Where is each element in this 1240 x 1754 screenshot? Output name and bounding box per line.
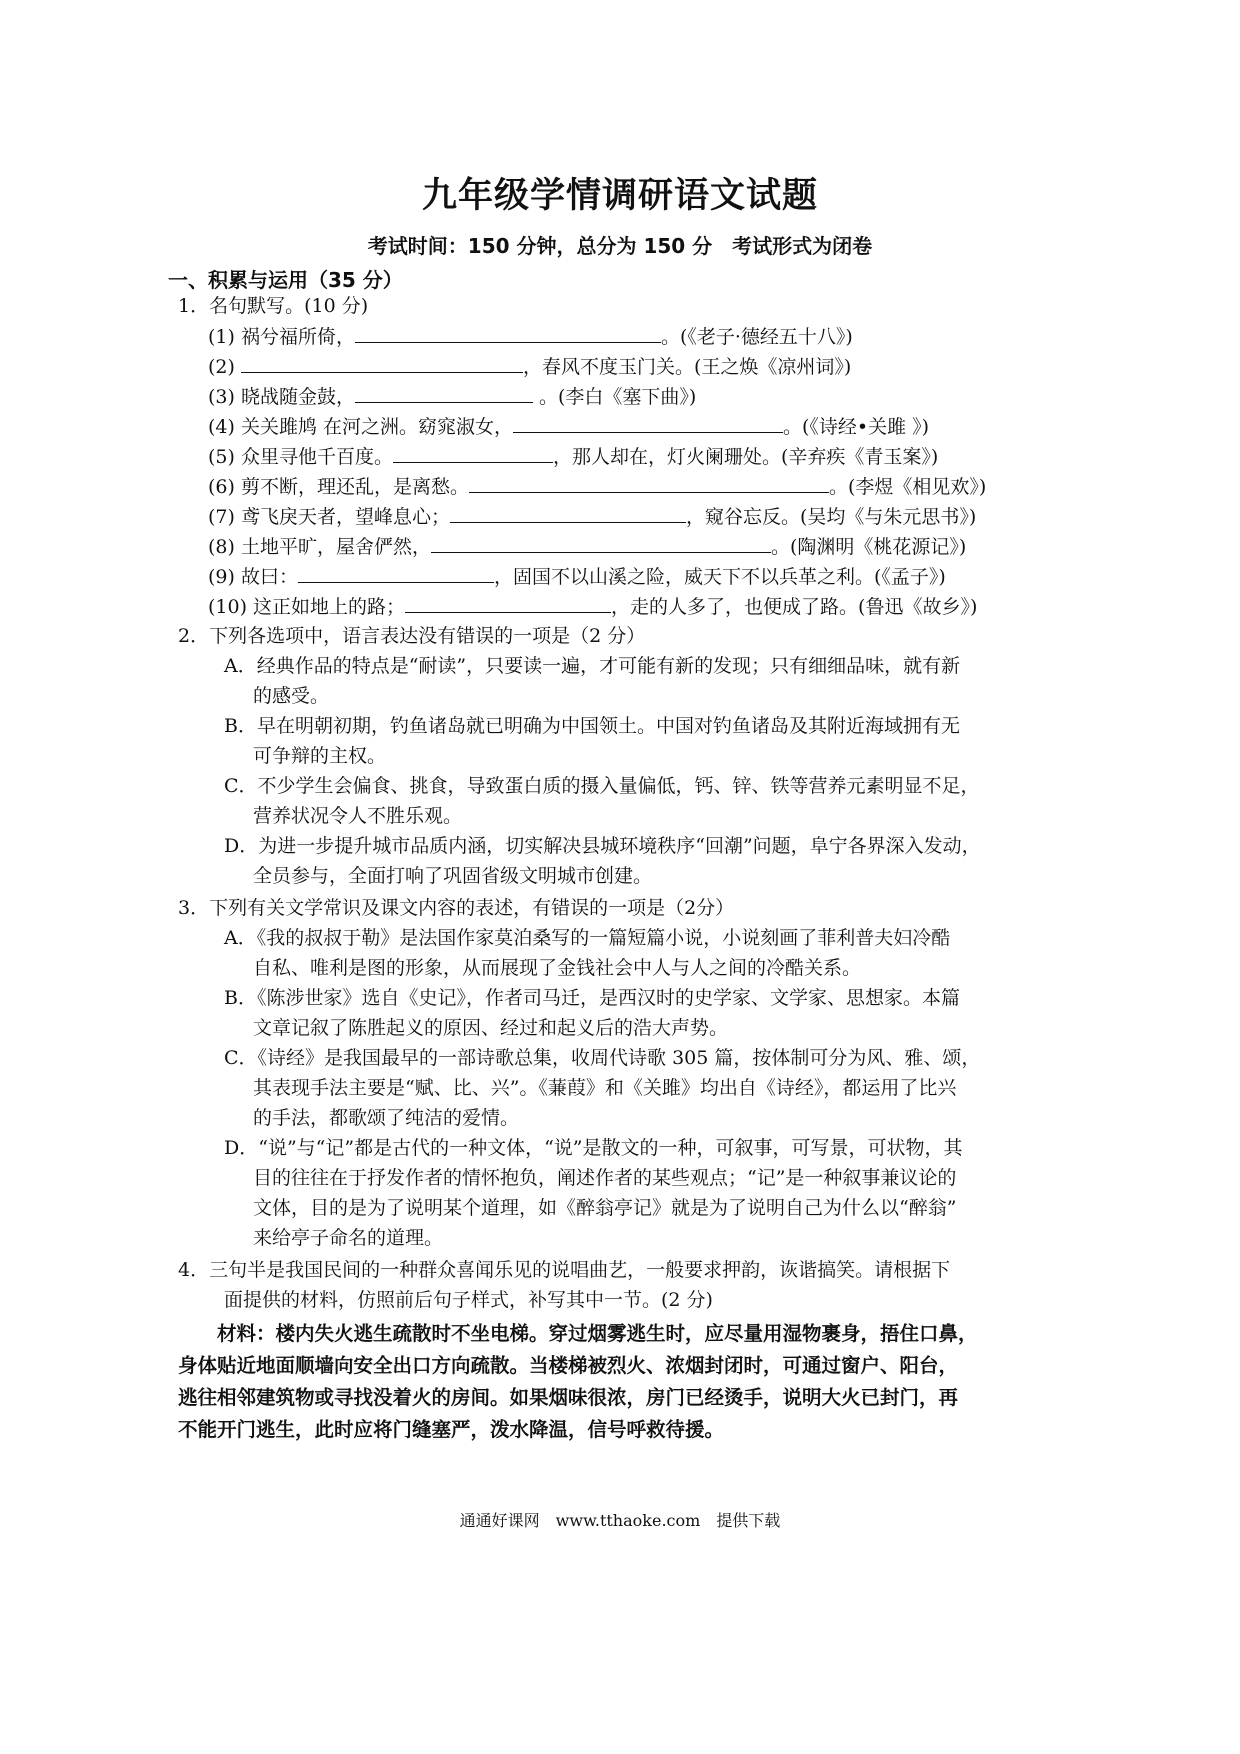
fill-item-text: (6) 剪不断，理还乱，是离愁。 <box>208 476 469 498</box>
material-text-line: 身体贴近地面顺墙向安全出口方向疏散。当楼梯被烈火、浓烟封闭时，可通过窗户、阳台， <box>178 1354 959 1377</box>
fill-item-text: (3) 晓战随金鼓， <box>208 386 355 408</box>
option-a-line: A．经典作品的特点是“耐读”，只要读一遍，才可能有新的发现；只有细细品味，就有新 <box>224 655 961 677</box>
option-b-line: B．早在明朝初期，钓鱼诸岛就已明确为中国领土。中国对钓鱼诸岛及其附近海域拥有无 <box>224 715 960 737</box>
answer-blank <box>393 442 553 463</box>
material-text-line: 材料：楼内失火逃生疏散时不坐电梯。穿过烟雾逃生时，应尽量用湿物裹身，捂住口鼻， <box>178 1322 978 1345</box>
option-d-continued: 目的往往在于抒发作者的情怀抱负，阐述作者的某些观点；“记”是一种叙事兼议论的 <box>253 1167 957 1189</box>
option-b-continued: 可争辩的主权。 <box>253 745 387 767</box>
fill-item-text: (5) 众里寻他千百度。 <box>208 446 393 468</box>
material-text-line: 不能开门逃生，此时应将门缝塞严，泼水降温，信号呼救待援。 <box>178 1418 725 1441</box>
fill-item-source: 。(《诗经•关雎 》) <box>783 416 930 438</box>
page-title: 九年级学情调研语文试题 <box>421 176 818 216</box>
answer-blank <box>469 472 829 493</box>
fill-item-source: 。(《老子·德经五十八》) <box>660 326 853 348</box>
option-d-continued: 文体，目的是为了说明某个道理，如《醉翁亭记》就是为了说明自己为什么以“醉翁” <box>253 1197 957 1219</box>
question-4-heading-continued: 面提供的材料，仿照前后句子样式，补写其中一节。(2 分) <box>224 1289 713 1311</box>
answer-blank <box>431 532 771 553</box>
option-a-continued: 自私、唯利是图的形象，从而展现了金钱社会中人与人之间的冷酷关系。 <box>253 957 862 979</box>
fill-item-text: (2) <box>208 356 241 378</box>
fill-item-text: (7) 鸢飞戾天者，望峰息心； <box>208 506 450 528</box>
fill-item-text: (8) 土地平旷，屋舍俨然， <box>208 536 431 558</box>
question-1-heading: 1．名句默写。(10 分) <box>178 295 369 317</box>
option-a-continued: 的感受。 <box>253 685 330 707</box>
answer-blank <box>513 412 783 433</box>
question-4-heading: 4．三句半是我国民间的一种群众喜闻乐见的说唱曲艺，一般要求押韵，诙谐搞笑。请根据下 <box>178 1259 951 1281</box>
fill-item-1 <box>208 322 853 351</box>
option-b-continued: 文章记叙了陈胜起义的原因、经过和起义后的浩大声势。 <box>253 1017 729 1039</box>
option-c-line: C．不少学生会偏食、挑食，导致蛋白质的摄入量偏低，钙、锌、铁等营养元素明显不足， <box>224 775 980 797</box>
answer-blank <box>298 562 494 583</box>
fill-item-source: 。(李煜《相见欢》) <box>828 476 987 498</box>
fill-item-source: 。(陶渊明《桃花源记》) <box>770 536 967 558</box>
fill-item-4 <box>208 412 929 441</box>
fill-item-text: (9) 故曰： <box>208 566 298 588</box>
option-a-line: A．《我的叔叔于勒》是法国作家莫泊桑写的一篇短篇小说，小说刻画了菲利普夫妇冷酷 <box>224 927 951 949</box>
fill-item-source: ，走的人多了，也便成了路。(鲁迅《故乡》) <box>611 596 978 618</box>
fill-item-2 <box>208 352 851 381</box>
fill-item-6 <box>208 472 986 501</box>
answer-blank <box>355 322 661 343</box>
fill-item-9 <box>208 562 946 591</box>
exam-info: 考试时间：150 分钟，总分为 150 分 考试形式为闭卷 <box>367 234 873 258</box>
option-b-line: B．《陈涉世家》选自《史记》，作者司马迁，是西汉时的史学家、文学家、思想家。本篇 <box>224 987 960 1009</box>
fill-item-source: 。(李白《塞下曲》) <box>532 386 697 408</box>
fill-item-7 <box>208 502 976 531</box>
answer-blank <box>405 592 611 613</box>
answer-blank <box>450 502 686 523</box>
fill-item-source: ，固国不以山溪之险，威天下不以兵革之利。(《孟子》) <box>493 566 946 588</box>
option-d-line: D．“说”与“记”都是古代的一种文体，“说”是散文的一种，可叙事，可写景，可状物，其 <box>224 1137 963 1159</box>
fill-item-10 <box>208 592 977 621</box>
option-d-continued: 来给亭子命名的道理。 <box>253 1227 444 1249</box>
question-3-heading: 3．下列有关文学常识及课文内容的表述，有错误的一项是（2分） <box>178 897 735 919</box>
option-c-continued: 营养状况令人不胜乐观。 <box>253 805 463 827</box>
option-d-continued: 全员参与，全面打响了巩固省级文明城市创建。 <box>253 865 653 887</box>
page-footer: 通通好课网 www.tthaoke.com 提供下载 <box>459 1511 781 1530</box>
fill-item-5 <box>208 442 938 471</box>
option-d-line: D．为进一步提升城市品质内涵，切实解决县城环境秩序“回潮”问题，阜宁各界深入发动， <box>224 835 981 857</box>
fill-item-8 <box>208 532 966 561</box>
fill-item-text: (10) 这正如地上的路； <box>208 596 406 618</box>
option-c-line: C．《诗经》是我国最早的一部诗歌总集，收周代诗歌 305 篇，按体制可分为风、雅、颂， <box>224 1047 981 1069</box>
fill-item-text: (4) 关关雎鸠 在河之洲。窈窕淑女， <box>208 416 513 438</box>
answer-blank <box>241 352 523 373</box>
section-heading: 一、积累与运用（35 分） <box>168 268 403 292</box>
question-2-heading: 2．下列各选项中，语言表达没有错误的一项是（2 分） <box>178 625 646 647</box>
fill-item-source: ，那人却在，灯火阑珊处。(辛弃疾《青玉案》) <box>552 446 939 468</box>
fill-item-text: (1) 祸兮福所倚， <box>208 326 355 348</box>
fill-item-source: ，窥谷忘反。(吴均《与朱元思书》) <box>685 506 977 528</box>
fill-item-source: ，春风不度玉门关。(王之焕《凉州词》) <box>522 356 852 378</box>
option-c-continued: 的手法，都歌颂了纯洁的爱情。 <box>253 1107 520 1129</box>
fill-item-3 <box>208 382 696 411</box>
material-text-line: 逃往相邻建筑物或寻找没着火的房间。如果烟味很浓，房门已经烫手，说明大火已封门，再 <box>178 1386 959 1409</box>
option-c-continued: 其表现手法主要是“赋、比、兴”。《蒹葭》和《关雎》均出自《诗经》，都运用了比兴 <box>253 1077 957 1099</box>
answer-blank <box>355 382 533 403</box>
